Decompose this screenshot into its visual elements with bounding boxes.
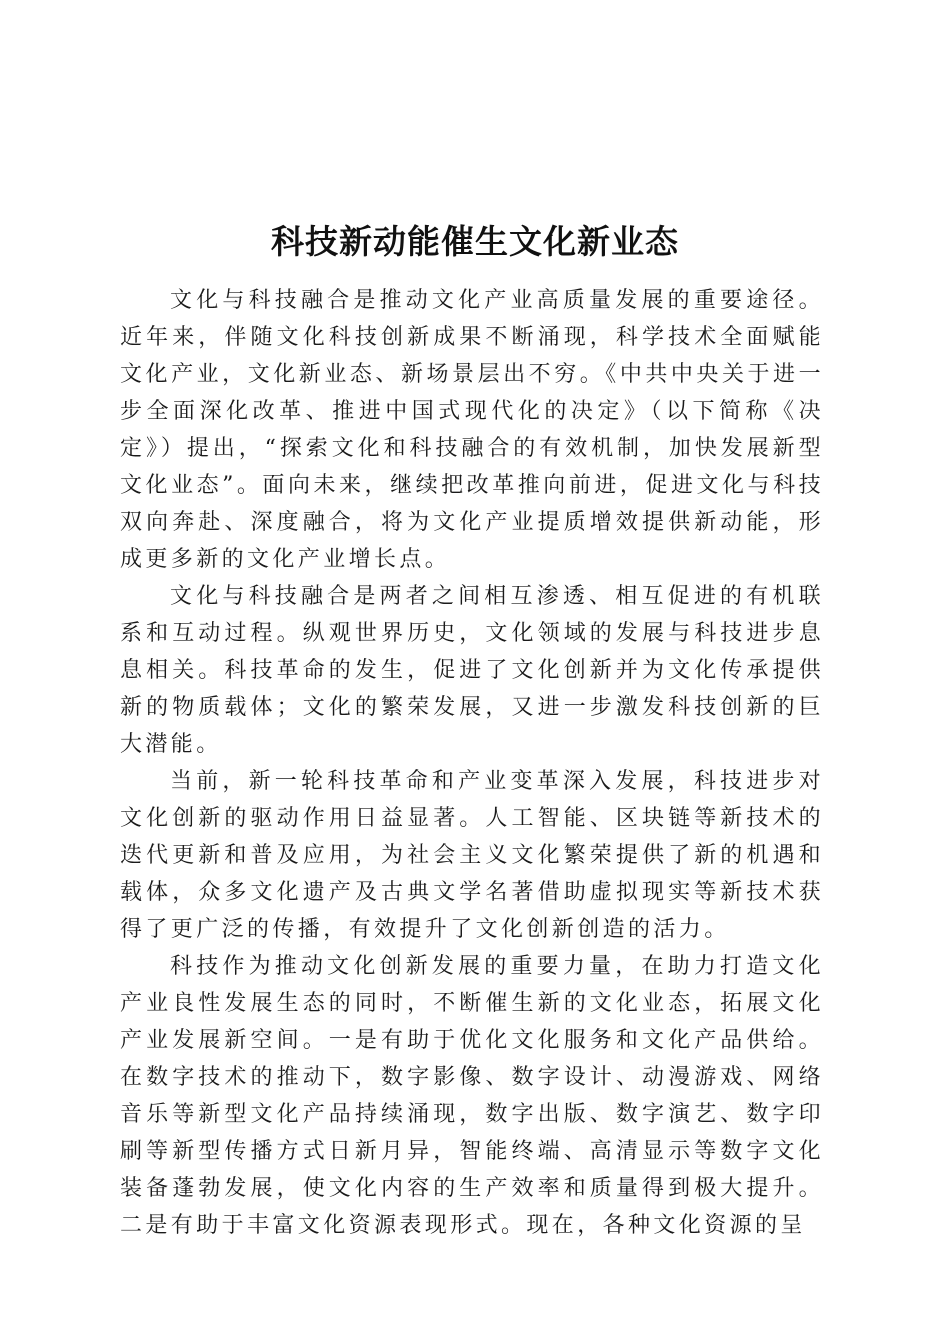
document-title: 科技新动能催生文化新业态	[271, 222, 679, 262]
document-body	[120, 282, 824, 1244]
paragraph-3: 当前，新一轮科技革命和产业变革深入发展，科技进步对文化创新的驱动作用日益显著。人工智能、区块链等新技术的迭代更新和普及应用，为社会主义文化繁荣提供了新的机遇和载体，众多文化遗产及古典文学名著借助虚拟现实等新技术获得了更广泛的传播，有效提升了文化创新创造的活力。	[120, 769, 824, 942]
paragraph-4: 科技作为推动文化创新发展的重要力量，在助力打造文化产业良性发展生态的同时，不断催生新的文化业态，拓展文化产业发展新空间。一是有助于优化文化服务和文化产品供给。在数字技术的推动下，数字影像、数字设计、动漫游戏、网络音乐等新型文化产品持续涌现，数字出版、数字演艺、数字印刷等新型传播方式日新月异，智能终端、高清显示等数字文化装备蓬勃发展，使文化内容的生产效率和质量得到极大提升。二是有助于丰富文化资源表现形式。现在，各种文化资源的呈	[120, 954, 824, 1238]
paragraph-1: 文化与科技融合是推动文化产业高质量发展的重要途径。近年来，伴随文化科技创新成果不断涌现，科学技术全面赋能文化产业，文化新业态、新场景层出不穷。《中共中央关于进一步全面深化改革、推进中国式现代化的决定》（以下简称《决定》）提出，“探索文化和科技融合的有效机制，加快发展新型文化业态”。面向未来，继续把改革推向前进，促进文化与科技双向奔赴、深度融合，将为文化产业提质增效提供新动能，形成更多新的文化产业增长点。	[120, 288, 824, 572]
paragraph-2: 文化与科技融合是两者之间相互渗透、相互促进的有机联系和互动过程。纵观世界历史，文化领域的发展与科技进步息息相关。科技革命的发生，促进了文化创新并为文化传承提供新的物质载体；文化的繁荣发展，又进一步激发科技创新的巨大潜能。	[120, 584, 824, 757]
